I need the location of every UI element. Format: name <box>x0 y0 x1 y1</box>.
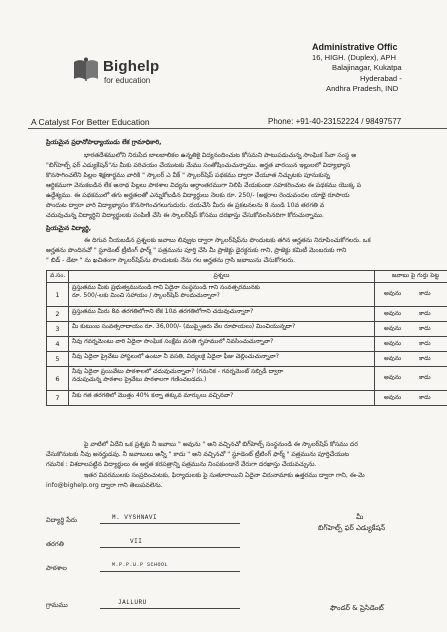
table-row <box>47 307 447 322</box>
para2-line: ఈ దిగువ నీయబడిన ప్రశ్నలకు జవాబు లివ్వుట ద్వారా స్కాలర్‌షిప్‌ను పొందుటకు తగిన అర్హతను నిరూపించుకోగలరు. ఒక <box>84 237 371 244</box>
question-text: నీకు గత తరగతిలో మొత్తం 40% కన్నా తక్కువ మార్కులు వచ్చినవా? <box>72 392 234 399</box>
para2-line: " బిడ్ - డేటా " ను ఖచితంగా స్కాలర్‌షిప్‌ను పొందుటకు నేను గల అర్హతను గ్రాసి జబాబును చేసుకోగలరు. <box>46 257 296 264</box>
row-number: 6 <box>47 367 69 391</box>
no-option[interactable]: కాదు <box>419 325 431 332</box>
question-cell <box>69 307 375 322</box>
table-row <box>47 367 447 391</box>
eligibility-table <box>46 270 447 406</box>
address-line: 16, HIGH. (Duplex), APH <box>312 52 396 62</box>
question-text: నీవు గవర్నమెంటు వారి ఏదైనా సాంఘిక సంక్షేమ వసతి గృహములో నివసించుచున్నావా? <box>72 338 274 345</box>
para1-line: చదువుచున్న విద్యార్థిని విద్యార్థులకు పంపిణీ చేసి ఈ స్కాలర్‌షిప్ కోసము దరఖాస్తు చేసుకోవలసినదిగా కోరుచున్నాము. <box>46 212 325 219</box>
para1-line: భారతదేశములోని నిరుపేద బాలబాలికల ఉన్నతికై విద్యనందించుట కోసమని పాటుపడుచున్న సాంఘిక సేవా సంస్థ అ <box>84 152 357 159</box>
question-text: రూ. 500/-లకు మించి సహాయం / స్కాలర్‌షిప్ పొందుచున్నారా? <box>72 292 220 299</box>
question-text: నీవు ఏదైనా ప్రయివేటు పాఠశాలలో చదువుచున్నావా? (గమనిక - గవర్నమెంట్ సబ్సిడీ ద్వారా <box>72 368 284 375</box>
no-option[interactable]: కాదు <box>419 290 431 297</box>
no-option[interactable]: కాదు <box>419 374 431 381</box>
founder-title: ఫౌండర్ & ప్రెసిడెంట్ <box>330 604 384 612</box>
no-option[interactable]: కాదు <box>419 340 431 347</box>
no-option[interactable]: కాదు <box>419 310 431 317</box>
office-title: Administrative Offic <box>312 42 398 52</box>
answer-cell[interactable] <box>375 337 447 352</box>
question-cell <box>69 283 375 307</box>
no-option[interactable]: కాదు <box>419 394 431 401</box>
para1-line: "బిగ్‌హెల్ప్ ఫర్ ఎడ్యుకేషన్"ను మీకు పరిచయం చేయుటకు మేము సంతోషించుచున్నాము. అర్హత వారయిన ఇల్లులలో విద్యాభ్యాస <box>46 162 351 169</box>
row-number: 4 <box>47 337 69 352</box>
yes-option[interactable]: అవును <box>384 325 402 332</box>
question-text: మీ కుటుంబ సంవత్సరాదాయం రూ. 36,000/- (ముప్పైఆరు వేల రూపాయలు) మించియున్నదా? <box>72 323 296 330</box>
question-text: నడుపుచున్న పాఠశాల ప్రైవేటు పాఠశాలగా గణించబడదు.) <box>72 376 207 383</box>
question-cell <box>69 352 375 367</box>
col-header-questions: ప్రశ్నలు <box>69 271 375 283</box>
tagline: A Catalyst For Better Education <box>31 117 150 127</box>
address-block <box>300 42 447 95</box>
question-cell <box>69 322 375 337</box>
student-name-line <box>100 523 240 524</box>
brand-name: Bighelp <box>103 58 160 75</box>
para1-line: కొనసాగించలేని పిల్లల శిక్షణార్థము వారికి " స్కాలర్ ఎ వీక్ " స్కాలర్‌షిప్ పథకము ద్వారా చేయూత నిచ్చుటకు పూనుకున్న <box>46 172 330 179</box>
school-line <box>100 571 240 572</box>
table-row <box>47 337 447 352</box>
village-value[interactable]: JALLURU <box>118 599 147 606</box>
question-text: ప్రస్తుతము మీకు ప్రభుత్వమునుండి గాని ఏదైనా సంస్థనుండి గాని సంవత్సరమునకు <box>72 284 260 291</box>
sign-off: మీ <box>356 513 364 521</box>
para1-line: ఆర్థికముగా వెనుకబడిన లేక అనాథ పిల్లలు పాఠశాల విద్యను అర్ధాంతరముగా నిలిపి వేయకుండా సహకరించుట ఈ పథకము యొక్క ప <box>46 182 362 189</box>
answer-cell[interactable] <box>375 307 447 322</box>
yes-option[interactable]: అవును <box>384 374 402 381</box>
yes-option[interactable]: అవును <box>384 310 402 317</box>
answer-cell[interactable] <box>375 322 447 337</box>
note-line: గమనిక : విశదాలపట్టిన విద్యార్థులు ఈ అర్హత కరపత్రాన్ని పత్రమును నింపకుండానే వేరుగా దరఖాస్తు చేయవచ్చును. <box>46 461 317 468</box>
col-header-serial: వ.సం. <box>47 271 69 283</box>
row-number: 1 <box>47 283 69 307</box>
salutation-headmaster: ప్రియమైన ప్రధానోపాధ్యాయుడు లేక గ్రామాధికారి, <box>46 139 162 146</box>
table-row <box>47 283 447 307</box>
table-row <box>47 322 447 337</box>
row-number: 5 <box>47 352 69 367</box>
para1-line: ఉద్దేశ్యము. ఈ పథకములో తగు అర్హతలతో ఎన్నుకోబడిన విద్యార్థులు నెలకు రూ. 250/- (అక్షరాల రెండువందల యాభై రూపాయ <box>46 192 350 199</box>
question-cell <box>69 391 375 406</box>
contact-email-line[interactable]: info@bighelp.org ద్వారా గాని తెలుపవలెను. <box>46 482 163 489</box>
yes-option[interactable]: అవును <box>384 340 402 347</box>
table-header-row <box>47 271 447 283</box>
answer-cell[interactable] <box>375 391 447 406</box>
question-cell <box>69 337 375 352</box>
brand-subtitle: for education <box>104 76 151 85</box>
sign-org: బిగ్‌హెల్ప్ ఫర్ ఎడ్యుకేషన్ <box>318 524 386 532</box>
village-line <box>100 608 240 609</box>
yes-option[interactable]: అవును <box>384 394 402 401</box>
row-number: 2 <box>47 307 69 322</box>
class-value[interactable]: VII <box>130 538 143 545</box>
note-line: ఇతర వివరములకు సంప్రదించుటకు, ఫిర్యాదులకు పై సుతూరాయిని ఏదైనా చిరునామాకు ఉత్తరము ద్వారా గాని, ఈ-మె <box>84 472 365 479</box>
col-header-answer: జవాబు పై గుర్తు పెట్ట <box>375 271 447 283</box>
no-option[interactable]: కాదు <box>419 355 431 362</box>
school-label: పాఠశాల <box>46 564 67 572</box>
yes-option[interactable]: అవును <box>384 355 402 362</box>
address-line: Andhra Pradesh, IND <box>326 84 399 93</box>
bighelp-logo-icon <box>72 57 100 83</box>
question-text: ప్రస్తుతము మీరు 8వ తరగతిలోగాని లేక 10వ తరగతిలోగాని చదువుచున్నారా? <box>72 308 254 315</box>
school-value[interactable]: M.P.P.U.P SCHOOL <box>112 562 169 568</box>
question-cell <box>69 367 375 391</box>
class-label: తరగతి <box>46 540 64 548</box>
yes-option[interactable]: అవును <box>384 290 402 297</box>
table-row <box>47 391 447 406</box>
student-name-value[interactable]: M. VYSHNAVI <box>112 514 158 521</box>
village-label: గ్రామము <box>46 601 68 609</box>
header-divider <box>28 128 447 129</box>
para2-line: అర్హతను పొందినచో " స్టూడెంట్ ట్రీటింగ్ ఫార్మ్ " పత్రమును పూర్తి చేసి మీ ప్రాజెక్టు డైరక్టరుకు గాని, ప్రాజెక్టు కమిటీ మెంబరుకు గాని <box>46 247 347 254</box>
row-number: 7 <box>47 391 69 406</box>
address-line: Balajinagar, Kukatpa <box>332 63 402 72</box>
answer-cell[interactable] <box>375 283 447 307</box>
address-line: Hyderabad - <box>360 73 402 83</box>
salutation-student: ప్రియమైన విద్యార్థి, <box>46 225 92 232</box>
class-line <box>100 547 240 548</box>
row-number: 3 <box>47 322 69 337</box>
note-line: పై వాటిలో ఏదేని ఒక ప్రశ్నకు నీ జవాబు " అవును " అని వచ్చినచో బిగ్‌హెల్ప్ సంస్థనుండి ఈ స్కాలర్‌షిప్ కోసము దర <box>84 441 358 448</box>
para1-line: పొందుట ద్వారా వారి విద్యాభ్యాసం కొనసాగించగలుగుదురు. దయచేసి మీరు ఈ ప్రకటనలను 8 నుండి 10వ తరగతి వ <box>46 202 325 209</box>
note-line: చేసుకొనుటకు నీవు అనర్హుడవు. నీ జవాబులు అన్నీ " కాదు " అని వచ్చినచో " స్టూడెంట్ ట్రీటింగ్ ఫార్మ్ " పత్రమును పూర్తిచేయుట <box>46 451 350 458</box>
student-name-label: విద్యార్థి పేరు <box>46 516 78 524</box>
answer-cell[interactable] <box>375 367 447 391</box>
question-text: నీవు ఏదైనా ప్రైవేటు హాస్టలులో ఉంటూ నీ వసతి, విద్యలకై ఏదైనా ఫీజు చెల్లించుచున్నావా? <box>72 353 279 360</box>
answer-cell[interactable] <box>375 352 447 367</box>
table-row <box>47 352 447 367</box>
phone-line: Phone: +91-40-23152224 / 98497577 <box>268 117 402 126</box>
